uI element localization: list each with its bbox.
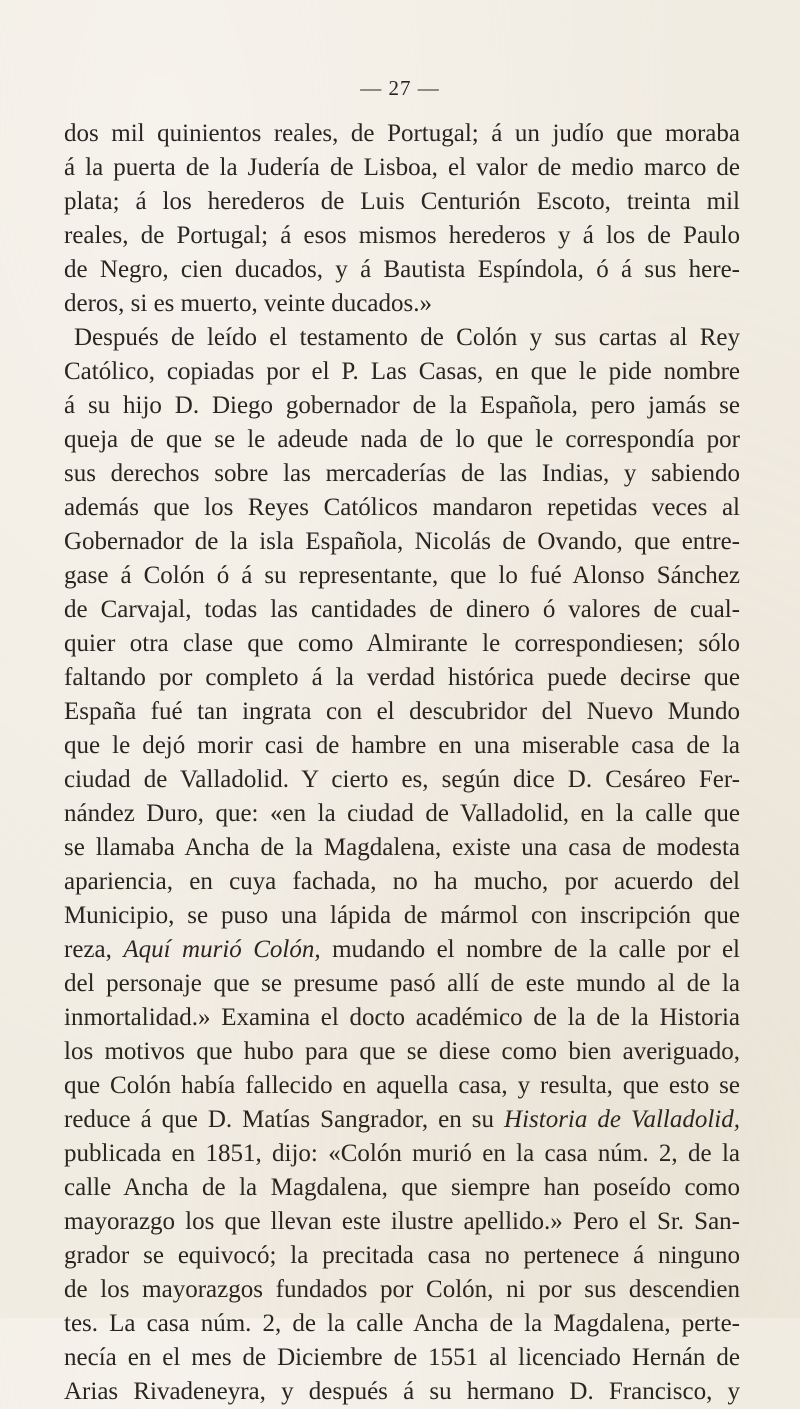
text-line: mayorazgo los que llevan este ilustre apellido.» Pero el Sr. San- [64,1208,740,1235]
italic-inscription: Aquí murió Colón, [123,936,321,963]
text-line: Católico, copiadas por el P. Las Casas, en que le pide nombre [64,358,740,385]
text-line: quier otra clase que como Almirante le correspondiesen; sólo [64,630,740,657]
text-line: los motivos que hubo para que se diese como bien averiguado, [64,1038,740,1065]
text-line: se llamaba Ancha de la Magdalena, existe una casa de modesta [64,834,740,861]
text-fragment: reza, [64,936,112,963]
text-line: de los mayorazgos fundados por Colón, ni por sus descendien [64,1276,740,1303]
text-line: necía en el mes de Diciembre de 1551 al licenciado Hernán de [64,1344,740,1371]
text-line: plata; á los herederos de Luis Centurión Escoto, treinta mil [64,188,740,215]
text-line: á su hijo D. Diego gobernador de la Española, pero jamás se [64,392,740,419]
text-line: nández Duro, que: «en la ciudad de Valladolid, en la calle que [64,800,740,827]
text-line-with-italic [64,1103,740,1137]
paragraph-start-line: Después de leído el testamento de Colón y sus cartas al Rey [74,324,740,351]
text-line: sus derechos sobre las mercaderías de las Indias, y sabiendo [64,460,740,487]
text-line: faltando por completo á la verdad histórica puede decirse que [64,664,740,691]
text-line: de Carvajal, todas las cantidades de dinero ó valores de cual- [64,596,740,623]
text-line: que Colón había fallecido en aquella casa, y resulta, que esto se [64,1072,740,1099]
text-line-with-italic [64,933,740,967]
text-line: España fué tan ingrata con el descubridor del Nuevo Mundo [64,698,740,725]
text-fragment: reduce á que D. Matías Sangrador, en su [64,1106,494,1133]
text-line: tes. La casa núm. 2, de la calle Ancha de la Magdalena, perte- [64,1310,740,1337]
italic-book-title: Historia de Valladolid, [504,1106,741,1133]
text-line: Municipio, se puso una lápida de mármol con inscripción que [64,902,740,929]
text-line: á la puerta de la Judería de Lisboa, el valor de medio marco de [64,154,740,181]
text-line: Gobernador de la isla Española, Nicolás de Ovando, que entre- [64,528,740,555]
body-text [64,117,740,1409]
text-line: del personaje que se presume pasó allí de este mundo al de la [64,970,740,997]
text-line: que le dejó morir casi de hambre en una miserable casa de la [64,732,740,759]
text-line: gase á Colón ó á su representante, que lo fué Alonso Sánchez [64,562,740,589]
page-number: — 27 — [360,76,440,100]
text-line: de Negro, cien ducados, y á Bautista Espíndola, ó á sus here- [64,256,740,283]
text-line: Arias Rivadeneyra, y después á su hermano D. Francisco, y [64,1378,740,1405]
text-line: además que los Reyes Católicos mandaron repetidas veces al [64,494,740,521]
text-line: ciudad de Valladolid. Y cierto es, según dice D. Cesáreo Fer- [64,766,740,793]
text-line: queja de que se le adeude nada de lo que le correspondía por [64,426,740,453]
text-line: reales, de Portugal; á esos mismos herederos y á los de Paulo [64,222,740,249]
text-line: inmortalidad.» Examina el docto académico de la de la Historia [64,1004,740,1031]
text-fragment: mudando el nombre de la calle por el [332,936,740,963]
text-line: deros, si es muerto, veinte ducados.» [64,290,432,317]
text-line: dos mil quinientos reales, de Portugal; á un judío que moraba [64,120,740,147]
text-line: publicada en 1851, dijo: «Colón murió en la casa núm. 2, de la [64,1140,740,1167]
text-line: calle Ancha de la Magdalena, que siempre han poseído como [64,1174,740,1201]
text-line: apariencia, en cuya fachada, no ha mucho, por acuerdo del [64,868,740,895]
text-line: grador se equivocó; la precitada casa no pertenece á ninguno [64,1242,740,1269]
